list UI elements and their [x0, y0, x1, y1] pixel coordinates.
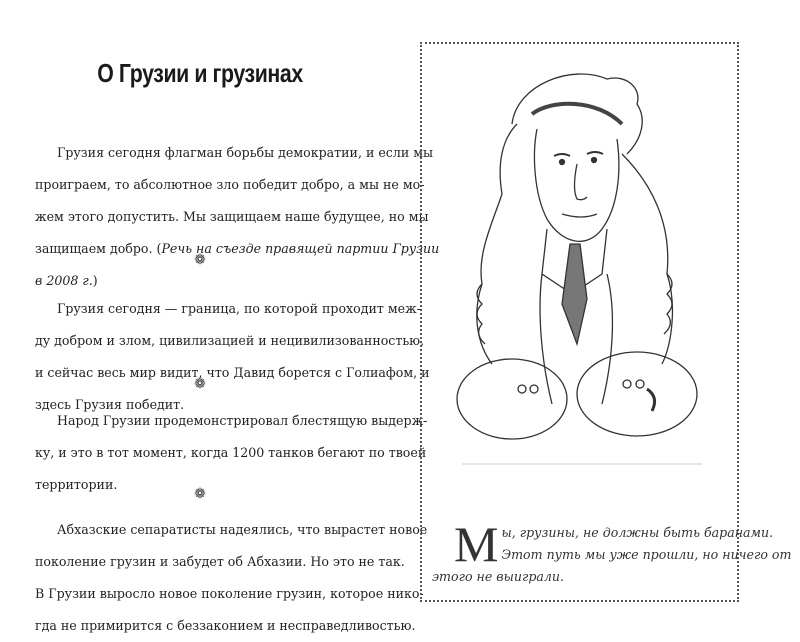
text-line: Грузия сегодня — граница, по которой проходит меж- — [57, 301, 421, 316]
flower-separator-icon: ❁ — [194, 376, 206, 392]
text-line: Абхазские сепаратисты надеялись, что вырастет новое — [57, 522, 428, 537]
caption-line: Этот путь мы уже прошли, но ничего от — [501, 547, 792, 562]
caption-line: этого не выиграли. — [432, 569, 565, 584]
text-fragment: защищаем добро. ( — [35, 241, 162, 256]
text-line: поколение грузин и забудет об Абхазии. Но это не так. — [35, 554, 405, 569]
illustration-frame — [420, 42, 792, 602]
source-citation-year: в 2008 г. — [35, 273, 93, 288]
flower-separator-icon: ❁ — [194, 486, 206, 502]
text-line: и сейчас весь мир видит, что Давид борется с Голиафом, и — [35, 365, 430, 380]
page-title: О Грузии и грузинах — [97, 58, 303, 88]
source-citation: Речь на съезде правящей партии Грузии — [161, 241, 440, 256]
text-line: здесь Грузия победит. — [35, 397, 185, 412]
text-line: В Грузии выросло новое поколение грузин, которое нико- — [35, 586, 424, 601]
drop-cap: М — [454, 516, 499, 572]
flower-separator-icon: ❁ — [194, 252, 206, 268]
text-line: территории. — [35, 477, 118, 492]
text-line: Грузия сегодня флагман борьбы демократии, и если мы — [57, 145, 434, 160]
text-line: жем этого допустить. Мы защищаем наше будущее, но мы — [35, 209, 429, 224]
text-fragment: ) — [92, 273, 98, 288]
caricature-illustration — [422, 44, 737, 514]
text-line: проиграем, то абсолютное зло победит добро, а мы не мо- — [35, 177, 425, 192]
caption-line: ы, грузины, не должны быть баранами. — [501, 525, 774, 540]
text-line: гда не примирится с беззаконием и несправедливостью. — [35, 618, 416, 633]
text-line: ду добром и злом, цивилизацией и нецивилизованностью, — [35, 333, 425, 348]
quote-paragraph-1 — [35, 137, 440, 297]
illustration-caption — [432, 516, 792, 588]
text-line: ку, и это в тот момент, когда 1200 танков бегают по твоей — [35, 445, 427, 460]
quote-paragraph-4 — [35, 514, 428, 642]
text-line: Народ Грузии продемонстрировал блестящую выдерж- — [57, 413, 428, 428]
